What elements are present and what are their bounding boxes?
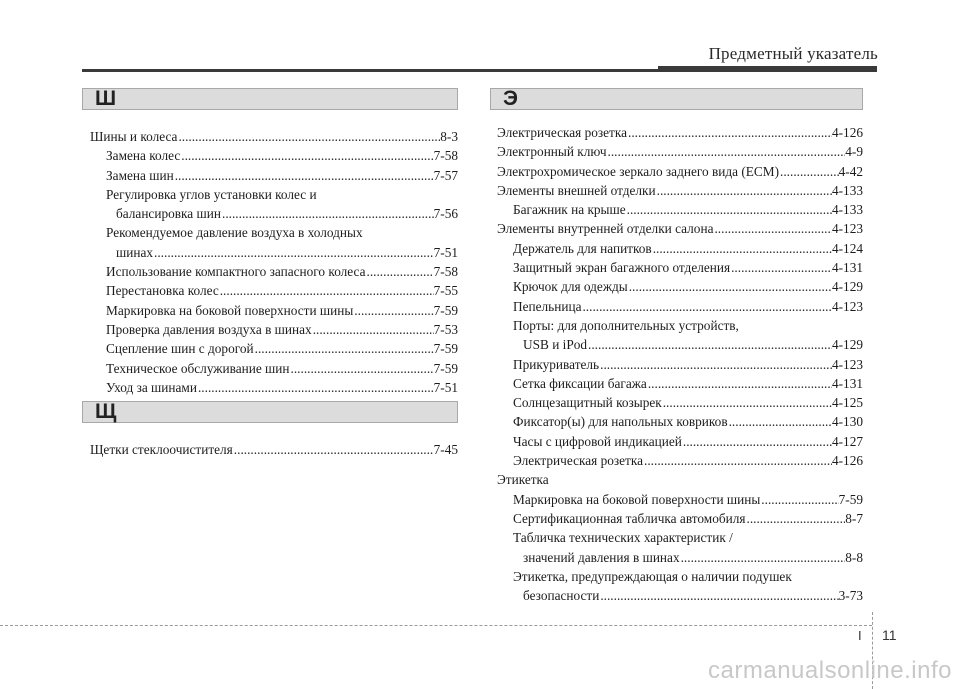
entry-label: Защитный экран багажного отделения: [513, 260, 731, 276]
footer-page-number: 11: [882, 627, 897, 643]
entry-label: Замена шин: [106, 167, 174, 183]
section-letter-e: Э: [503, 87, 518, 110]
index-entry: [497, 432, 863, 451]
entry-page: 4-130: [831, 414, 863, 430]
index-entry: [497, 509, 863, 528]
entry-page: 4-133: [831, 182, 863, 198]
entry-label: Этикетка, предупреждающая о наличии подушек: [513, 568, 792, 584]
entry-label: Электрическая розетка: [497, 125, 628, 140]
index-entry: [497, 412, 863, 431]
index-entry: [90, 204, 458, 223]
index-entry: [497, 162, 863, 181]
entry-label: Сцепление шин с дорогой: [106, 341, 254, 357]
entry-label: Замена колес: [106, 148, 181, 164]
entry-page: 4-133: [831, 202, 863, 218]
entry-page: 7-45: [433, 442, 458, 457]
index-entry: [497, 142, 863, 161]
dot-leader: [177, 127, 440, 146]
index-entry: [497, 548, 863, 567]
dot-leader: [233, 440, 434, 459]
entry-label: Уход за шинами: [106, 379, 197, 395]
dot-leader: [312, 320, 434, 339]
entry-label: Порты: для дополнительных устройств,: [513, 317, 739, 333]
entry-page: 7-59: [838, 491, 863, 507]
entry-page: 7-58: [433, 264, 458, 280]
index-entry: [90, 127, 458, 146]
index-entry: [497, 451, 863, 470]
entry-page: 7-55: [433, 283, 458, 299]
index-entry: [497, 393, 863, 412]
index-entry: [90, 243, 458, 262]
index-list-sha: [90, 127, 458, 397]
index-list-e: [497, 123, 863, 605]
entry-label: Элементы внутренней отделки салона: [497, 221, 714, 237]
index-entry: [497, 335, 863, 354]
dot-leader: [662, 393, 832, 412]
dot-leader: [728, 412, 832, 431]
entry-label: Регулировка углов установки колес и: [106, 186, 317, 202]
entry-label: Крючок для одежды: [513, 279, 628, 295]
entry-page: 4-126: [831, 453, 863, 469]
entry-page: 8-8: [845, 549, 863, 565]
dot-leader: [353, 301, 433, 320]
index-entry: [497, 490, 863, 509]
entry-label: Маркировка на боковой поверхности шины: [513, 491, 761, 507]
entry-label: шинах: [116, 244, 154, 260]
dot-leader: [599, 586, 838, 605]
dot-leader: [221, 204, 434, 223]
dot-leader: [366, 262, 434, 281]
entry-page: 7-51: [433, 379, 458, 395]
dot-leader: [581, 297, 831, 316]
entry-page: 4-127: [831, 433, 863, 449]
dot-leader: [730, 258, 832, 277]
entry-label: Солнцезащитный козырек: [513, 395, 662, 411]
index-entry: [497, 219, 863, 238]
section-bar-shcha: [82, 401, 458, 423]
dot-leader: [219, 281, 434, 300]
entry-label: Пепельница: [513, 298, 582, 314]
dot-leader: [607, 142, 846, 161]
index-entry: [90, 339, 458, 358]
entry-page: 4-131: [831, 260, 863, 276]
entry-page: 3-73: [838, 588, 863, 604]
entry-label: Проверка давления воздуха в шинах: [106, 321, 312, 337]
index-entry: [90, 359, 458, 378]
dot-leader: [652, 239, 832, 258]
entry-page: 4-123: [831, 356, 863, 372]
footer-chapter-number: I: [858, 628, 862, 643]
dot-leader: [180, 146, 433, 165]
dot-leader: [290, 359, 434, 378]
index-entry: [497, 374, 863, 393]
entry-page: 7-58: [433, 148, 458, 164]
section-letter-sha: Ш: [95, 87, 117, 110]
dot-leader: [254, 339, 434, 358]
page-header-title: Предметный указатель: [708, 44, 878, 63]
index-entry: [497, 181, 863, 200]
entry-label: Электронный ключ: [497, 144, 607, 160]
section-bar-e: [490, 88, 863, 110]
dot-leader: [680, 548, 846, 567]
index-entry: [497, 297, 863, 316]
index-entry: [90, 320, 458, 339]
entry-label: Сертификационная табличка автомобиля: [513, 510, 746, 526]
entry-page: 7-59: [433, 360, 458, 376]
entry-label: Часы с цифровой индикацией: [513, 433, 682, 449]
index-entry: [90, 281, 458, 300]
dot-leader: [779, 162, 839, 181]
entry-label: Перестановка колес: [106, 283, 219, 299]
entry-page: 4-123: [831, 298, 863, 314]
entry-page: 4-131: [831, 375, 863, 391]
index-list-shcha: [90, 440, 458, 459]
dot-leader: [643, 451, 832, 470]
entry-page: 7-51: [433, 244, 458, 260]
section-letter-shcha: Щ: [95, 400, 117, 423]
entry-page: 7-59: [433, 302, 458, 318]
entry-label: Сетка фиксации багажа: [513, 375, 647, 391]
entry-label: Фиксатор(ы) для напольных ковриков: [513, 414, 728, 430]
entry-page: 4-9: [845, 144, 863, 160]
entry-label: Техническое обслуживание шин: [106, 360, 290, 376]
entry-page: 4-124: [831, 240, 863, 256]
index-entry: [497, 277, 863, 296]
entry-label: Маркировка на боковой поверхности шины: [106, 302, 354, 318]
index-entry: [497, 200, 863, 219]
index-entry: [90, 440, 458, 459]
watermark-text: carmanualsonline.info: [708, 657, 952, 684]
dot-leader: [682, 432, 832, 451]
dot-leader: [174, 166, 434, 185]
index-entry: [90, 166, 458, 185]
index-entry: [497, 355, 863, 374]
dot-leader: [197, 378, 434, 397]
entry-label: Использование компактного запасного колеса: [106, 264, 366, 280]
index-entry: [497, 239, 863, 258]
entry-page: 4-129: [831, 337, 863, 353]
dot-leader: [760, 490, 838, 509]
entry-page: 7-53: [433, 321, 458, 337]
entry-label: Шины и колеса: [90, 129, 178, 144]
entry-page: 4-125: [831, 395, 863, 411]
dot-leader: [647, 374, 832, 393]
dot-leader: [153, 243, 434, 262]
entry-label: Табличка технических характеристик /: [513, 530, 733, 546]
index-entry: [90, 262, 458, 281]
dot-leader: [628, 277, 832, 296]
dot-leader: [599, 355, 832, 374]
entry-page: 4-126: [831, 125, 863, 140]
entry-label: Электрохромическое зеркало заднего вида (ECM): [497, 163, 780, 179]
entry-page: 4-123: [831, 221, 863, 237]
entry-label: безопасности: [523, 588, 600, 604]
index-entry: [497, 123, 863, 142]
entry-label: Щетки стеклоочистителя: [90, 442, 233, 457]
entry-label: USB и iPod: [523, 337, 588, 353]
entry-label: балансировка шин: [116, 206, 221, 222]
entry-page: 7-57: [433, 167, 458, 183]
entry-page: 7-59: [433, 341, 458, 357]
entry-label: Рекомендуемое давление воздуха в холодных: [106, 225, 363, 241]
entry-label: Элементы внешней отделки: [497, 182, 656, 198]
entry-label: Багажник на крыше: [513, 202, 626, 218]
footer-rule: [0, 625, 872, 627]
dot-leader: [713, 219, 831, 238]
index-entry: [497, 586, 863, 605]
entry-page: 4-42: [838, 163, 863, 179]
entry-page: 7-56: [433, 206, 458, 222]
entry-label: значений давления в шинах: [523, 549, 680, 565]
header-rule-accent: [658, 66, 877, 72]
entry-page: 8-3: [440, 129, 458, 144]
entry-label: Этикетка: [497, 472, 549, 488]
dot-leader: [656, 181, 832, 200]
entry-label: Прикуриватель: [513, 356, 600, 372]
dot-leader: [626, 200, 832, 219]
section-bar-sha: [82, 88, 458, 110]
index-entry: [497, 258, 863, 277]
entry-page: 8-7: [845, 510, 863, 526]
index-entry: [90, 301, 458, 320]
dot-leader: [627, 123, 832, 142]
entry-page: 4-129: [831, 279, 863, 295]
dot-leader: [746, 509, 846, 528]
index-entry: [90, 378, 458, 397]
dot-leader: [587, 335, 832, 354]
entry-label: Электрическая розетка: [513, 453, 644, 469]
index-entry: [90, 146, 458, 165]
entry-label: Держатель для напитков: [513, 240, 652, 256]
